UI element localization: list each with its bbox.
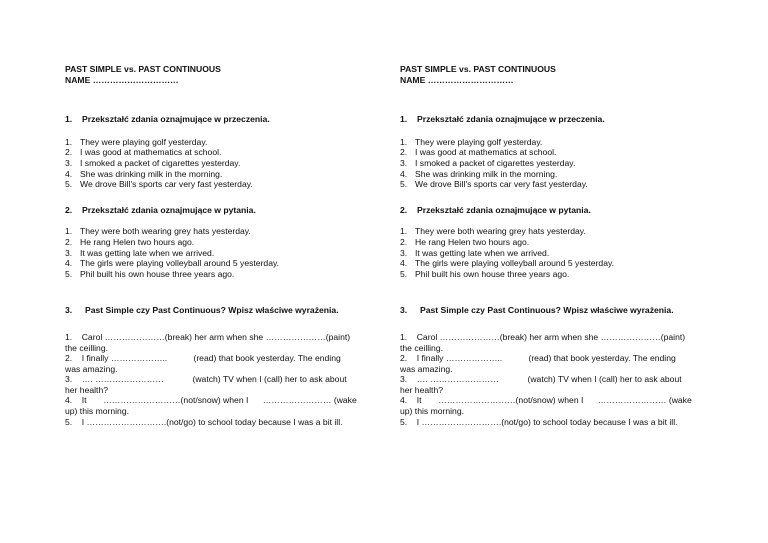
item-number: 5.	[400, 268, 408, 279]
exercise-line: up) this morning.	[65, 406, 130, 417]
list-item	[400, 169, 706, 180]
item-number: 1.	[400, 136, 408, 147]
task3-number: 3.	[65, 305, 73, 316]
task2-list	[65, 226, 371, 279]
list-item	[65, 169, 371, 180]
name-line: NAME …………………………	[65, 74, 179, 85]
item-number: 4.	[65, 168, 73, 179]
task3-text: Past Simple czy Past Continuous? Wpisz właściwe wyrażenia.	[85, 305, 339, 316]
task3-exercise	[65, 332, 371, 427]
item-number: 5.	[65, 179, 73, 190]
exercise-line: 2. I finally ……………….. (read) that book yesterday. The ending	[400, 353, 676, 364]
exercise-line: up) this morning.	[400, 406, 465, 417]
worksheet-title: PAST SIMPLE vs. PAST CONTINUOUS	[65, 64, 221, 74]
item-text: Phil built his own house three years ago.	[80, 268, 235, 279]
list-item	[65, 137, 371, 148]
list-item	[400, 179, 706, 190]
exercise-line: the ceilling.	[400, 342, 443, 353]
worksheet-right	[400, 64, 706, 427]
task1-heading	[400, 114, 706, 125]
item-text: He rang Helen two hours ago.	[415, 236, 530, 247]
exercise-line: her health?	[400, 384, 444, 395]
item-text: They were both wearing grey hats yesterday.	[80, 226, 251, 237]
item-number: 1.	[65, 226, 73, 237]
task3-heading	[400, 305, 706, 316]
exercise-line: 5. I ……………………….(not/go) to school today because I was a bit ill.	[400, 416, 678, 427]
item-number: 3.	[65, 247, 73, 258]
list-item	[65, 179, 371, 190]
item-text: I smoked a packet of cigarettes yesterday.	[80, 157, 241, 168]
item-number: 2.	[65, 236, 73, 247]
task2-text: Przekształć zdania oznajmujące w pytania.	[82, 204, 256, 215]
item-number: 5.	[65, 268, 73, 279]
task1-list	[400, 137, 706, 190]
exercise-line: was amazing.	[400, 363, 453, 374]
list-item	[400, 237, 706, 248]
name-line: NAME …………………………	[400, 74, 514, 85]
item-text: I smoked a packet of cigarettes yesterday.	[415, 157, 576, 168]
exercise-line: 2. I finally ……………….. (read) that book yesterday. The ending	[65, 353, 341, 364]
worksheet-title: PAST SIMPLE vs. PAST CONTINUOUS	[400, 64, 556, 74]
worksheet-left	[65, 64, 371, 427]
exercise-line: the ceilling.	[65, 342, 108, 353]
task1-text: Przekształć zdania oznajmujące w przeczenia.	[417, 114, 605, 125]
task2-heading	[65, 205, 371, 216]
exercise-line: 1. Carol …………………(break) her arm when she …………………(paint)	[400, 331, 686, 342]
task2-number: 2.	[65, 204, 73, 215]
exercise-line: 5. I ……………………….(not/go) to school today because I was a bit ill.	[65, 416, 343, 427]
item-text: The girls were playing volleyball around 5 yesterday.	[80, 258, 280, 269]
item-text: I was good at mathematics at school.	[80, 147, 222, 158]
item-text: It was getting late when we arrived.	[80, 247, 215, 258]
item-text: They were playing golf yesterday.	[80, 136, 208, 147]
task1-list	[65, 137, 371, 190]
item-text: I was good at mathematics at school.	[415, 147, 557, 158]
list-item	[65, 226, 371, 237]
list-item	[400, 258, 706, 269]
list-item	[65, 258, 371, 269]
item-number: 2.	[65, 147, 73, 158]
task1-text: Przekształć zdania oznajmujące w przeczenia.	[82, 114, 270, 125]
item-number: 4.	[65, 258, 73, 269]
list-item	[400, 137, 706, 148]
task1-number: 1.	[65, 114, 73, 125]
exercise-line: was amazing.	[65, 363, 118, 374]
list-item	[65, 248, 371, 259]
list-item	[400, 269, 706, 280]
item-number: 1.	[400, 226, 408, 237]
item-text: Phil built his own house three years ago.	[415, 268, 570, 279]
task1-number: 1.	[400, 114, 408, 125]
list-item	[65, 147, 371, 158]
item-number: 3.	[65, 157, 73, 168]
item-text: She was drinking milk in the morning.	[80, 168, 223, 179]
exercise-line: 3. …. …………………… (watch) TV when I (call) her to ask about	[65, 374, 347, 385]
item-text: The girls were playing volleyball around 5 yesterday.	[415, 258, 615, 269]
exercise-line: her health?	[65, 384, 109, 395]
task1-heading	[65, 114, 371, 125]
list-item	[400, 158, 706, 169]
item-text: It was getting late when we arrived.	[415, 247, 550, 258]
item-text: We drove Bill's sports car very fast yesterday.	[415, 179, 588, 190]
list-item	[400, 248, 706, 259]
task3-text: Past Simple czy Past Continuous? Wpisz właściwe wyrażenia.	[420, 305, 674, 316]
exercise-line: 4. It ………………………(not/snow) when I …………………… (wake	[400, 395, 692, 406]
task3-number: 3.	[400, 305, 408, 316]
item-number: 3.	[400, 247, 408, 258]
task3-heading	[65, 305, 371, 316]
task2-text: Przekształć zdania oznajmujące w pytania.	[417, 204, 591, 215]
exercise-line: 3. …. …………………… (watch) TV when I (call) her to ask about	[400, 374, 682, 385]
list-item	[65, 237, 371, 248]
exercise-line: 4. It ………………………(not/snow) when I …………………… (wake	[65, 395, 357, 406]
list-item	[400, 226, 706, 237]
item-text: They were playing golf yesterday.	[415, 136, 543, 147]
item-text: She was drinking milk in the morning.	[415, 168, 558, 179]
task3-exercise	[400, 332, 706, 427]
list-item	[400, 147, 706, 158]
item-number: 4.	[400, 258, 408, 269]
item-number: 3.	[400, 157, 408, 168]
task2-list	[400, 226, 706, 279]
exercise-line: 1. Carol …………………(break) her arm when she …………………(paint)	[65, 331, 351, 342]
list-item	[65, 158, 371, 169]
item-number: 1.	[65, 136, 73, 147]
task2-number: 2.	[400, 204, 408, 215]
list-item	[65, 269, 371, 280]
item-text: He rang Helen two hours ago.	[80, 236, 195, 247]
item-number: 5.	[400, 179, 408, 190]
item-number: 2.	[400, 147, 408, 158]
item-text: They were both wearing grey hats yesterday.	[415, 226, 586, 237]
item-number: 4.	[400, 168, 408, 179]
item-number: 2.	[400, 236, 408, 247]
task2-heading	[400, 205, 706, 216]
item-text: We drove Bill's sports car very fast yesterday.	[80, 179, 253, 190]
